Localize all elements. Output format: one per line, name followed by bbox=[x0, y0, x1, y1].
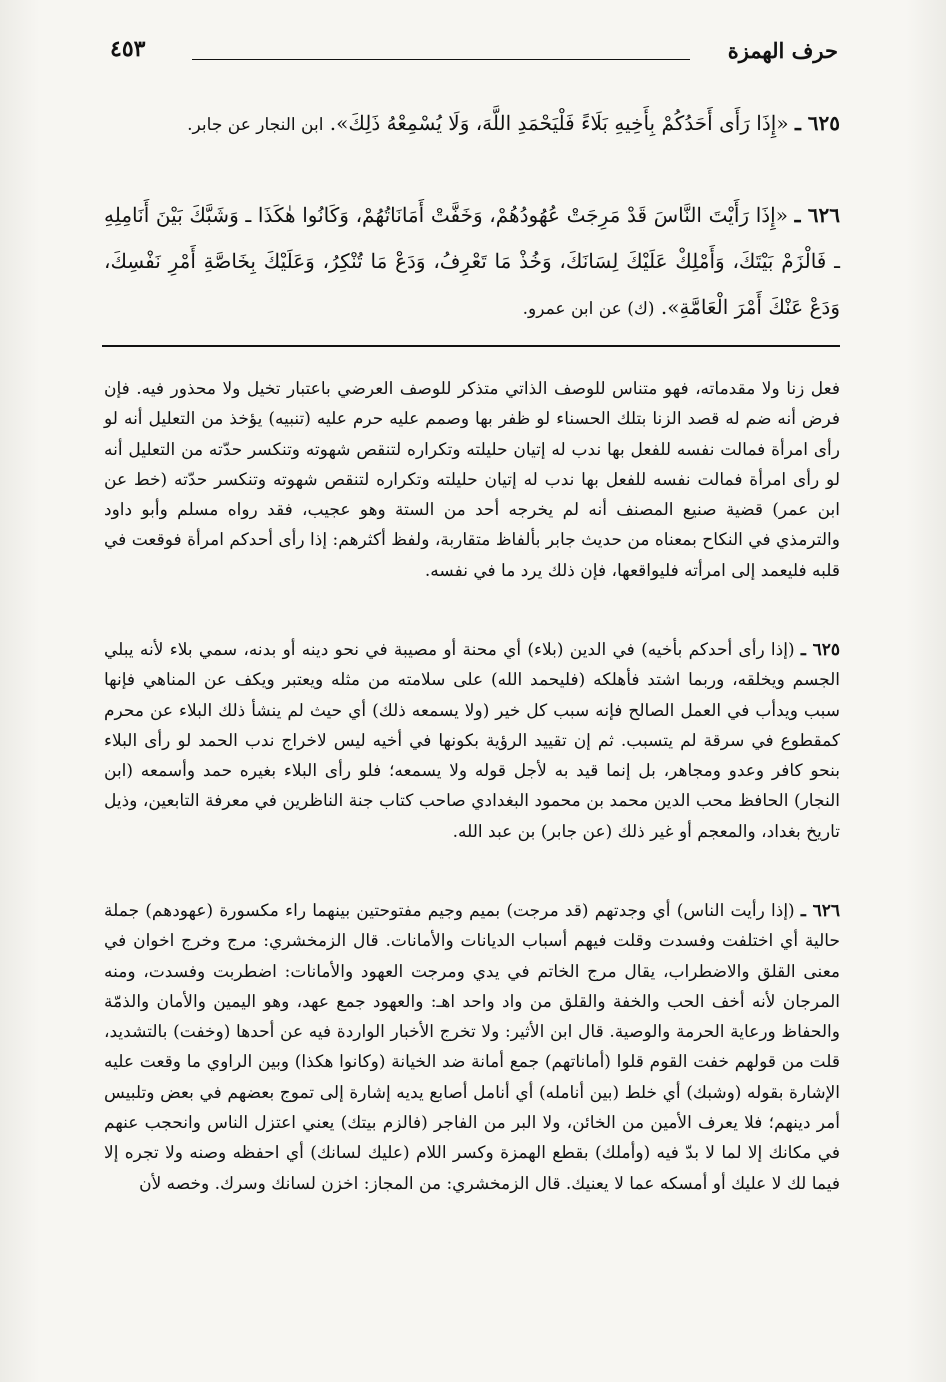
commentary-625 bbox=[104, 635, 840, 847]
commentary-number: ٦٢٥ ـ bbox=[800, 640, 840, 660]
hadith-number: ٦٢٥ ـ bbox=[794, 111, 840, 135]
page-number: ٤٥٣ bbox=[110, 36, 146, 62]
page-header bbox=[110, 32, 838, 80]
commentary-626 bbox=[104, 896, 840, 1199]
text-commentary-divider bbox=[102, 345, 840, 347]
hadith-625 bbox=[104, 100, 840, 148]
commentary-text: (إذا رأى أحدكم بأخيه) في الدين (بلاء) أي محنة أو مصيبة في نحو دينه أو بدنه، سمي بلاء لأنه يبلي الجسم ويخلقه، وربما اشتد فأهلكه (فليحمد الله) على سلامته من مثله ويعتبر ويكف عن المناهي فإنها سبب ويدأب في العمل الصالح فإنه سبب كل خير (ولا يسمعه ذلك) أي حيث لم ينشأ ذلك البلاء عن محرم كمقطوع في سرقة لم يتسبب. ثم إن تقييد الرؤية بكونها في أخيه ليس لاخراج ندب الحمد لو رأى البلاء بنحو كافر وعدو ومجاهر، بل إنما قيد به لأجل قوله ولا يسمعه؛ فلو رأى البلاء بغيره حمد وأسمعه (ابن النجار) الحافظ محب الدين محمد بن محمود البغدادي صاحب كتاب جنة الناظرين في معرفة التابعين، وذيل تاريخ بغداد، والمعجم أو غير ذلك (عن جابر) بن عبد الله. bbox=[104, 640, 840, 842]
hadith-626 bbox=[104, 192, 840, 332]
commentary-continued bbox=[104, 374, 840, 586]
hadith-text: «إِذَا رَأَيْتَ النَّاسَ قَدْ مَرِجَتْ عُهُودُهُمْ، وَخَفَّتْ أَمَانَاتُهُمْ، وَكَانُوا هٰكَذَا ـ وَشَبَّكَ بَيْنَ أَنَامِلِهِ ـ فَالْزَمْ بَيْتَكَ، وَأَمْلِكْ عَلَيْكَ لِسَانَكَ، وَخُذْ مَا تَعْرِفُ، وَدَعْ مَا تُنْكِرُ، وَعَلَيْكَ بِخَاصَّةِ أَمْرِ نَفْسِكَ، وَدَعْ عَنْكَ أَمْرَ الْعَامَّةِ». bbox=[104, 203, 840, 319]
header-rule bbox=[192, 59, 690, 60]
hadith-source: ابن النجار عن جابر. bbox=[187, 115, 324, 135]
chapter-title: حرف الهمزة bbox=[727, 38, 838, 63]
commentary-text: (إذا رأيت الناس) أي وجدتهم (قد مرجت) بميم وجيم مفتوحتين بينهما راء مكسورة (عهودهم) جملة حالية أي اختلفت وفسدت وقلت فيهم أسباب الديانات والأمانات. قال الزمخشري: مرج وخرج اخوان في معنى القلق والاضطراب، يقال مرج الخاتم في يدي ومرجت العهود والأمانات: اضطربت وفسدت، ومنه المرجان لأنه أخف الحب والخفة والقلق من واد واحد اهـ: والعهود جمع عهد، وهو اليمين والأمان والذمّة والحفاظ ورعاية الحرمة والوصية. قال ابن الأثير: ولا تخرج الأخبار الواردة فيه عن أحدها (وخفت) بالتشديد، قلت من قولهم خفت القوم قلوا (أماناتهم) جمع أمانة ضد الخيانة (وكانوا هكذا) وبين الراوي ما وقعت عليه الإشارة بقوله (وشبك) أي خلط (بين أنامله) أي أنامل أصابع يديه إشارة إلى تموج بعضهم في بعض وتلبيس أمر دينهم؛ فلا يعرف الأمين من الخائن، ولا البر من الفاجر (فالزم بيتك) يعني اعتزل الناس وانحجب عنهم في مكانك إلا لما لا بدّ فيه (وأملك) بقطع الهمزة وكسر اللام (عليك لسانك) أي احفظه وصنه ولا تجره إلا فيما لك لا عليك أو أمسكه عما لا يعنيك. قال الزمخشري: من المجاز: اخزن لسانك وسرك. وخصه لأن bbox=[104, 901, 840, 1194]
commentary-text: فعل زنا ولا مقدماته، فهو متناس للوصف الذاتي متذكر للوصف العرضي باعتبار تخيل ولا محذور فيه. فإن فرض أنه ضم له قصد الزنا بتلك الحسناء لو ظفر بها وصمم عليه حرم عليه (تنبيه) يؤخذ من التعليل أنه لو رأى امرأة فمالت نفسه للفعل بها ندب له إتيان حليلته وتكراره لتنقص شهوته وتنكسر حدّته من التعليل أنه لو رأى امرأة فمالت نفسه للفعل بها ندب له إتيان حليلته وتكراره لتنقص شهوته وتنكسر حدّته (خط عن ابن عمر) قضية صنيع المصنف أنه لم يخرجه أحد من الستة وهو عجيب، فقد رواه مسلم وأبو داود والترمذي في النكاح بمعناه من حديث جابر بألفاظ متقاربة، ولفظ أكثرهم: إذا رأى أحدكم امرأة فوقعت في قلبه فليعمد إلى امرأته فليواقعها، فإن ذلك يرد ما في نفسه. bbox=[104, 379, 840, 581]
hadith-number: ٦٢٦ ـ bbox=[794, 203, 841, 227]
commentary-number: ٦٢٦ ـ bbox=[800, 901, 841, 921]
hadith-source: (ك) عن ابن عمرو. bbox=[522, 299, 655, 319]
hadith-text: «إِذَا رَأَى أَحَدُكُمْ بِأَخِيهِ بَلَاءً فَلْيَحْمَدِ اللَّهَ، وَلَا يُسْمِعْهُ ذَلِكَ». bbox=[329, 111, 789, 135]
